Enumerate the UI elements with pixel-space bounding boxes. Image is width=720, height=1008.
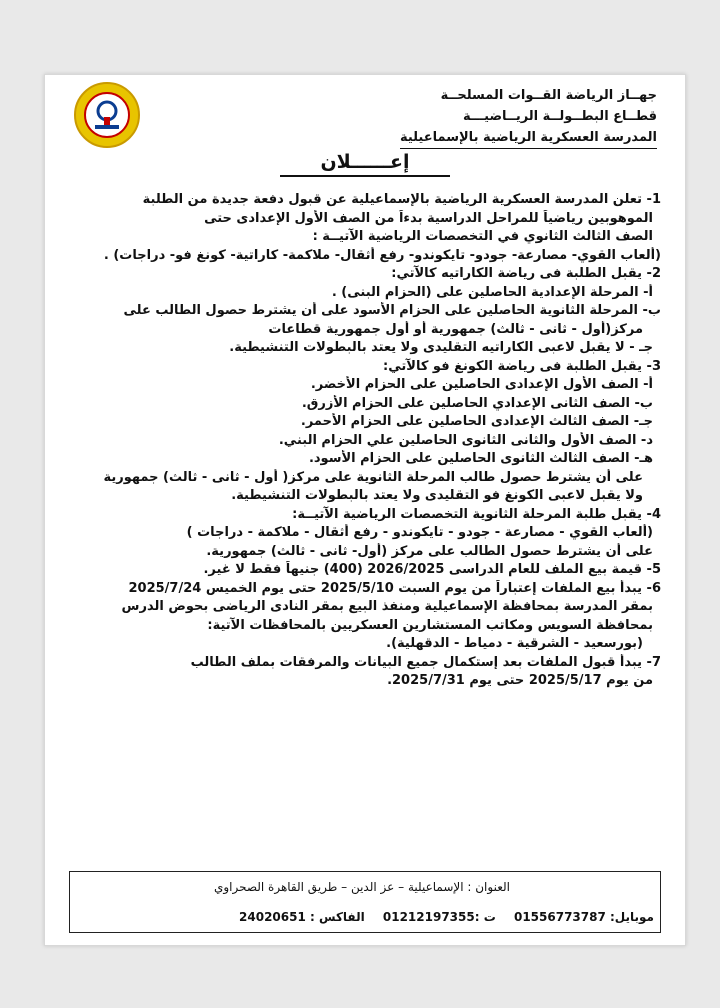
address: العنوان : الإسماعيلية – عز الدين – طريق القاهرة الصحراوي (213, 880, 510, 894)
body-line: 2- يقبل الطلبة فى رياضة الكاراتيه كالآتي: (391, 266, 661, 281)
header-line-2: قطــاع البطــولــة الريــاضيـــة (462, 109, 657, 124)
body-line: على أن يشترط حصول طالب المرحلة الثانوية على مركز( أول - ثانى - ثالث) جمهورية (103, 469, 643, 485)
contact-box (69, 871, 661, 933)
announcement-body (67, 191, 661, 691)
body-line: هـ- الصف الثالث الثانوى الحاصلين على الحزام الأسود. (308, 451, 653, 466)
body-line: على أن يشترط حصول الطالب على مركز (أول- ثانى - ثالث) جمهورية. (206, 543, 653, 559)
body-line: الموهوبين رياضياً للمراحل الدراسية بدءاً من الصف الأول الإعدادى حتى (204, 210, 653, 226)
header (400, 85, 657, 149)
body-line: (ألعاب القوي - مصارعة - جودو - تايكوندو - رفع أثقال - ملاكمة - دراجات ) (186, 525, 653, 540)
body-line: أ- الصف الأول الإعدادى الحاصلين على الحزام الأخضر. (310, 377, 653, 392)
school-emblem-icon (73, 81, 141, 149)
body-line: ب- المرحلة الثانوية الحاصلين على الحزام الأسود على أن يشترط حصول الطالب على (123, 303, 661, 318)
page-title: إعــــــلان (45, 151, 685, 177)
body-line: أ- المرحلة الإعدادية الحاصلين على (الحزام البنى) . (331, 284, 653, 300)
body-line: (ألعاب القوي- مصارعة- جودو- تايكوندو- رفع أثقال- ملاكمة- كاراتية- كونغ فو- دراجات) . (103, 247, 661, 263)
body-line: بمحافظة السويس ومكاتب المستشارين العسكريين بالمحافظات الآتية: (207, 617, 653, 633)
phone-number: ت :01212197355 (382, 910, 496, 924)
body-line: الصف الثالث الثانوي في التخصصات الرياضية الآتيــة : (312, 229, 653, 244)
body-line: 6- يبدأ بيع الملفات إعتباراً من يوم السبت 2025/5/10 حتى يوم الخميس 2025/7/24 (128, 580, 661, 596)
announcement-sheet (44, 74, 686, 946)
header-line-1: جهــاز الرياضة القــوات المسلحــة (440, 88, 657, 103)
body-line: 1- تعلن المدرسة العسكرية الرياضية بالإسماعيلية عن قبول دفعة جديدة من الطلبة (142, 192, 661, 207)
body-line: ولا يقبل لاعبى الكونغ فو التقليدى ولا يعتد بالبطولات التنشيطية. (231, 488, 643, 503)
header-line-3: المدرسة العسكرية الرياضية بالإسماعيلية (400, 127, 657, 149)
body-line: 4- يقبل طلبة المرحلة الثانوية التخصصات الرياضية الآتيــة: (292, 506, 661, 522)
fax-number: الفاكس : 24020651 (239, 910, 365, 924)
body-line: من يوم 2025/5/17 حتى يوم 2025/7/31. (387, 673, 653, 688)
body-line: د- الصف الأول والثانى الثانوى الحاصلين علي الحزام البني. (278, 432, 653, 448)
body-line: مركز(أول - ثانى - ثالث) جمهورية أو أول جمهورية قطاعات (268, 321, 643, 337)
body-line: ب- الصف الثانى الإعدادي الحاصلين على الحزام الأزرق. (301, 395, 653, 411)
phone-numbers (76, 910, 654, 924)
body-line: (بورسعيد - الشرقية - دمياط - الدقهلية). (386, 636, 643, 651)
body-line: جـ- الصف الثالث الإعدادى الحاصلين على الحزام الأحمر. (300, 414, 653, 429)
mobile-number: موبايل: 01556773787 (513, 910, 654, 924)
body-line: 5- قيمة بيع الملف للعام الدراسى 2026/2025 (400) جنيهاً فقط لا غير. (203, 562, 661, 577)
body-line: بمقر المدرسة بمحافظة الإسماعيلية ومنفذ البيع بمقر النادى الرياضى بحوض الدرس (121, 599, 653, 614)
body-line: 7- يبدأ قبول الملفات بعد إستكمال جميع البيانات والمرفقات بملف الطالب (190, 654, 661, 670)
body-line: جـ - لا يقبل لاعبى الكاراتيه التقليدى ولا يعتد بالبطولات التنشيطية. (229, 340, 653, 355)
body-line: 3- يقبل الطلبة فى رياضة الكونغ فو كالآتي: (383, 358, 661, 374)
